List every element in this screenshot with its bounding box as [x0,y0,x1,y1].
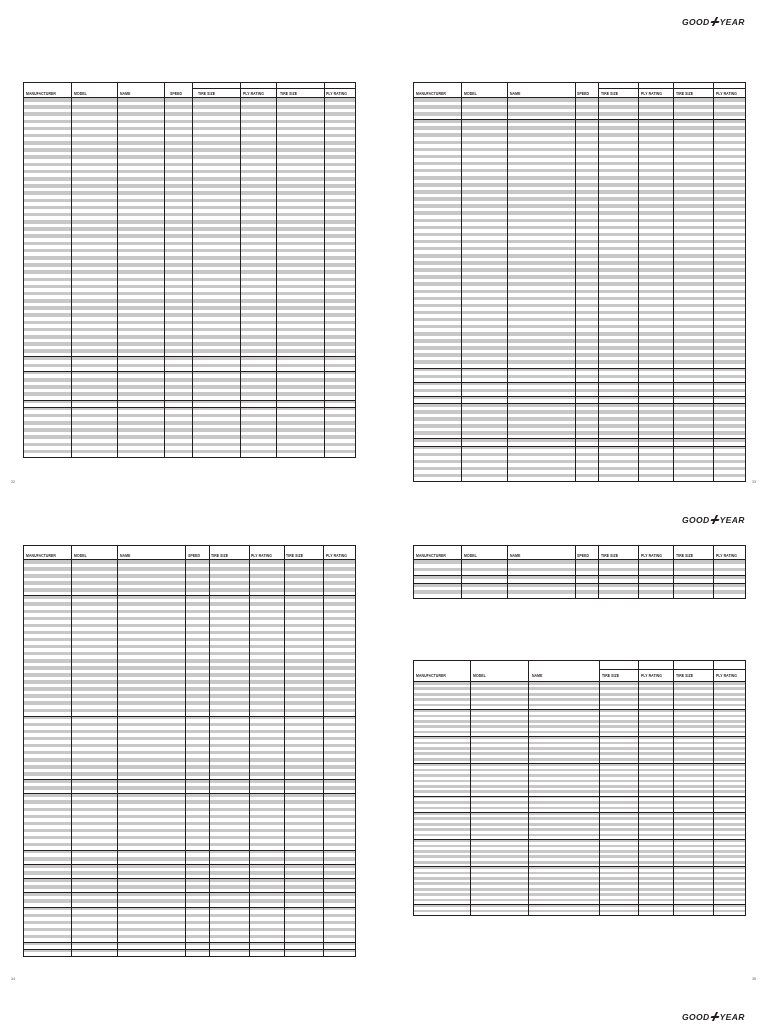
table-body [414,560,745,598]
header-tire-size: TIRE SIZE [676,91,694,96]
group-divider [414,403,745,404]
header-speed: SPEED [577,553,590,558]
header-name: NAME [120,91,131,96]
table-header [414,546,745,560]
header-tire-size: TIRE SIZE [676,673,694,678]
table-header [414,661,745,682]
header-name: NAME [532,673,543,678]
table-row [414,594,745,598]
header-model: MODEL [464,553,477,558]
header-speed: SPEED [170,91,183,96]
header-manufacturer: MANUFACTURER [416,553,446,558]
wingfoot-icon [711,516,719,524]
header-speed: SPEED [577,91,590,96]
header-ply-rating: PLY RATING [641,91,662,96]
header-tire-size: TIRE SIZE [286,553,304,558]
table-body [24,98,355,457]
table-row [24,453,355,457]
logo-text-right: YEAR [719,515,745,525]
header-manufacturer: MANUFACTURER [26,91,56,96]
page-number: 33 [752,480,756,484]
header-name: NAME [510,553,521,558]
group-divider [414,796,745,797]
group-divider [24,907,355,908]
group-divider [414,866,745,867]
group-divider [24,716,355,717]
group-divider [414,396,745,397]
header-tire-size: TIRE SIZE [280,91,298,96]
goodyear-logo [682,515,745,525]
header-tire-size: TIRE SIZE [601,91,619,96]
spec-table [413,660,746,916]
header-ply-rating: PLY RATING [251,553,272,558]
header-model: MODEL [74,91,87,96]
spec-table [413,545,746,599]
header-tire-size: TIRE SIZE [601,553,619,558]
group-divider [414,368,745,369]
page-number: 34 [11,977,15,981]
logo-text-right: YEAR [719,17,745,27]
header-model: MODEL [473,673,486,678]
table-header [414,83,745,98]
spec-table [23,82,356,458]
group-divider [24,407,355,408]
header-tire-size: TIRE SIZE [602,673,620,678]
page-number: 35 [752,977,756,981]
group-divider [24,850,355,851]
logo-text-right: YEAR [719,1012,745,1022]
group-divider [24,595,355,596]
group-divider [24,864,355,865]
table-body [414,682,745,915]
group-divider [414,575,745,576]
group-divider [24,942,355,943]
header-model: MODEL [464,91,477,96]
group-divider [24,400,355,401]
header-ply-rating: PLY RATING [326,91,347,96]
header-manufacturer: MANUFACTURER [416,91,446,96]
header-tire-size: TIRE SIZE [676,553,694,558]
group-divider [414,438,745,439]
table-row [414,477,745,481]
header-ply-rating: PLY RATING [641,553,662,558]
table-header [24,546,355,560]
group-divider [24,793,355,794]
page-number: 32 [11,480,15,484]
header-speed: SPEED [188,553,201,558]
group-divider [24,779,355,780]
group-divider [414,812,745,813]
header-manufacturer: MANUFACTURER [416,673,446,678]
group-divider [414,736,745,737]
header-ply-rating: PLY RATING [641,673,662,678]
group-divider [414,763,745,764]
header-tire-size: TIRE SIZE [198,91,216,96]
group-divider [414,382,745,383]
table-body [24,560,355,956]
header-ply-rating: PLY RATING [243,91,264,96]
group-divider [414,839,745,840]
header-ply-rating: PLY RATING [716,673,737,678]
wingfoot-icon [711,18,719,26]
group-divider [24,371,355,372]
group-divider [24,356,355,357]
header-tire-size: TIRE SIZE [211,553,229,558]
header-ply-rating: PLY RATING [326,553,347,558]
header-ply-rating: PLY RATING [716,553,737,558]
table-body [414,98,745,481]
group-divider [24,949,355,950]
goodyear-logo [682,1012,745,1022]
header-name: NAME [120,553,131,558]
header-manufacturer: MANUFACTURER [26,553,56,558]
header-name: NAME [510,91,521,96]
spec-table [413,82,746,482]
goodyear-logo [682,17,745,27]
logo-text-left: GOOD [682,515,710,525]
spec-table [23,545,356,957]
group-divider [414,904,745,905]
table-row [24,952,355,956]
group-divider [414,446,745,447]
group-divider [24,892,355,893]
group-divider [24,878,355,879]
group-divider [414,119,745,120]
header-model: MODEL [74,553,87,558]
group-divider [414,709,745,710]
logo-text-left: GOOD [682,1012,710,1022]
logo-text-left: GOOD [682,17,710,27]
table-row [414,912,745,915]
table-header [24,83,355,98]
wingfoot-icon [711,1013,719,1021]
group-divider [414,583,745,584]
header-ply-rating: PLY RATING [716,91,737,96]
